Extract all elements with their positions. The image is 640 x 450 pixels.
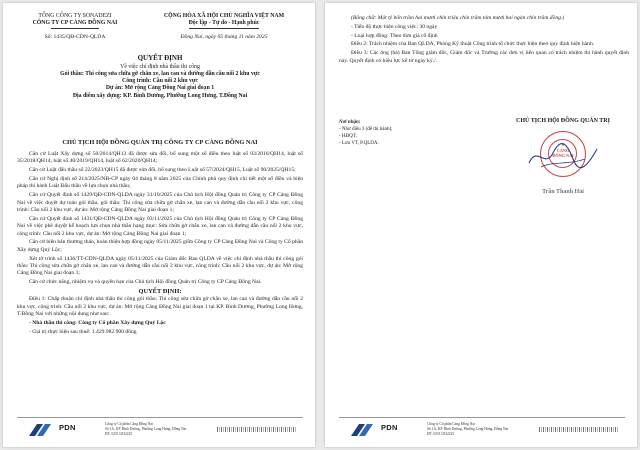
decision-body-continued bbox=[339, 15, 629, 66]
issue-date: Đồng Nai, ngày 05 tháng 11 năm 2025 bbox=[180, 33, 268, 40]
legal-basis-paragraph: Căn cứ chức năng, nhiệm vụ và quyền hạn của Chủ tịch Hội đồng Quản trị Công ty CP Cảng Đồng Nai. bbox=[29, 279, 262, 286]
page-footer bbox=[339, 417, 625, 441]
decision-title-block bbox=[15, 54, 305, 100]
issuer-header bbox=[15, 13, 135, 41]
recipients-block bbox=[339, 119, 469, 147]
schedule-line: - Tiến độ thực hiện công việc: 30 ngày bbox=[351, 23, 438, 30]
contract-type-line: - Loại hợp đồng: Theo đơn giá cố định bbox=[351, 32, 438, 39]
signer-title: CHỦ TỊCH HỘI ĐỒNG QUẢN TRỊ bbox=[516, 118, 610, 124]
stamp-area bbox=[493, 131, 633, 185]
work-name: Công trình: Cầu nối 2 khu vực bbox=[122, 78, 198, 85]
decision-subject: Về việc chỉ định nhà thầu thi công bbox=[120, 64, 200, 70]
country-name: CỘNG HÒA XÃ HỘI CHỦ NGHĨA VIỆT NAM bbox=[163, 13, 285, 19]
recipient-item: - Như điều 3 (để thi hành); bbox=[339, 127, 393, 132]
decision-heading: QUYẾT ĐỊNH bbox=[137, 54, 183, 62]
project-name: Dự án: Mở rộng Cảng Đồng Nai giai đoạn 1 bbox=[105, 85, 215, 92]
footer-phone: ĐT: 02513.832225 bbox=[105, 432, 133, 436]
national-header bbox=[141, 13, 307, 41]
legal-basis-paragraph: Căn cứ Luật đấu thầu số 22/2023/QH15 đã được sửa đổi, bổ sung theo Luật số 57/2024/QH15, Luật số 90/2025/QH15; bbox=[29, 167, 296, 174]
document-page-1 bbox=[3, 3, 315, 447]
authority-heading: CHỦ TỊCH HỘI ĐỒNG QUẢN TRỊ CÔNG TY CP CẢNG ĐỒNG NAI bbox=[62, 139, 258, 146]
footer-info bbox=[105, 422, 186, 437]
handwritten-signature bbox=[523, 139, 603, 173]
footer-pattern bbox=[539, 427, 619, 432]
footer-company: Công ty Cổ phần Cảng Đồng Nai bbox=[105, 422, 153, 426]
legal-basis-paragraph: Căn cứ Nghị định số 214/2025/NĐ-CP ngày 04 tháng 8 năm 2025 của Chính phủ quy định chi tiết một số điều và biện pháp thi hành Luật Đấu thầu về lựa chọn nhà thầu; bbox=[17, 176, 303, 190]
signer-name: Trần Thanh Hải bbox=[542, 189, 584, 195]
article-2: Điều 2: Trách nhiệm của Ban QLDA, Phòng Kỹ thuật Công trình tổ chức thực hiện theo quy định hiện hành. bbox=[351, 41, 595, 48]
recipient-item: - HĐQT; bbox=[339, 134, 357, 139]
signature-block bbox=[493, 117, 633, 196]
pdn-logo-icon bbox=[29, 424, 57, 436]
article-3: Điều 3: Các ông (bà) Ban Tổng giám đốc, Giám đốc và Trưởng các đơn vị liên quan có trách nhiệm thi hành quyết định này. Quyết định có hiệu lực kể từ ngày ký./. bbox=[339, 50, 629, 64]
footer-phone: ĐT: 02513.832225 bbox=[427, 432, 455, 436]
recipients-heading: Nơi nhận: bbox=[339, 120, 361, 125]
seal-star-icon: ★ bbox=[560, 143, 566, 148]
brand-name: PDN bbox=[381, 423, 398, 432]
construction-location: Địa điểm xây dựng: KP. Bình Dương, Phường Long Hưng, T.Đồng Nai bbox=[72, 92, 248, 99]
legal-basis-paragraph: Căn cứ Quyết định số 1429/QĐ-CDN-QLDA ngày 31/10/2025 của Chủ tịch Hội đồng Quản trị Công ty CP Cảng Đồng Nai về việc duyệt dự toán gói thầu, gói thầu: Thi công sửa chữa gờ chắn xe, lan can và đường dẫn cầu nối 2 khu vực, công trình: Cầu nối 2 khu vực, dự án: Mở rộng Cảng Đồng Nai giai đoạn 1; bbox=[17, 192, 303, 214]
footer-address: Số 1A, KP. Bình Dương, Phường Long Hưng, Đồng Nai bbox=[427, 427, 509, 431]
package-name: Gói thầu: Thi công sửa chữa gờ chắn xe, lan can và đường dẫn cầu nối 2 khu vực bbox=[60, 71, 260, 77]
legal-basis-paragraph: Căn cứ Quyết định số 1431/QĐ-CDN-QLDA ngày 03/11/2025 của Chủ tịch Hội đồng Quản trị Công ty CP Cảng Đồng Nai về việc phê duyệt kế hoạch lựa chọn nhà thầu hạng mục: Sửa chữa gờ chắn xe, lan can và đường dẫn cầu nối 2 khu vực, công trình: Cầu nối 2 khu vực, dự án: Mở rộng Cảng Đồng Nai giai đoạn 1; bbox=[17, 215, 303, 237]
decision-body bbox=[17, 151, 303, 338]
footer-company: Công ty Cổ phần Cảng Đồng Nai bbox=[427, 422, 475, 426]
page-footer bbox=[17, 417, 303, 441]
decision-subheading: QUYẾT ĐỊNH: bbox=[138, 288, 182, 296]
motto-rule bbox=[189, 28, 259, 29]
recipient-item: - Lưu VT, P.QLDA. bbox=[339, 141, 379, 146]
seal-text: CẢNG ĐỒNG NAI bbox=[552, 148, 574, 158]
contract-value-line: - Giá trị thực hiện sau thuế: 1.429.982.900 đồng bbox=[29, 328, 137, 335]
contractor-line: - Nhà thầu thi công: Công ty Cổ phần Xây dựng Quý Lộc bbox=[29, 320, 166, 327]
issuer-org: CÔNG TY CP CẢNG ĐỒNG NAI bbox=[32, 20, 118, 26]
article-1: Điều 1: Chấp thuận chỉ định nhà thầu thi công gói thầu: Thi công sửa chữa gờ chắn xe, lan can và đường dẫn cầu nối 2 khu vực, công trình: Cầu nối 2 khu vực, dự án: Mở rộng Cảng Đồng Nai giai đoạn 1 tại KP. Bình Dương, Phường Long Hưng, T.Đồng Nai với những nội dung như sau: bbox=[17, 296, 303, 318]
footer-info bbox=[427, 422, 508, 437]
parent-org: TỔNG CÔNG TY SONADEZI bbox=[38, 13, 112, 19]
document-number: Số: 1435/QĐ-CDN-QLDA bbox=[44, 33, 106, 40]
legal-basis-paragraph: Căn cứ biên bản thương thảo, hoàn thiện hợp đồng ngày 05/11/2025 giữa Công ty CP Cảng Đồng Nai và Công ty Cổ phần Xây dựng Quý Lộc; bbox=[17, 239, 303, 253]
motto: Độc lập - Tự do - Hạnh phúc bbox=[188, 20, 260, 26]
amount-in-words: (Bằng chữ: Một tỷ bốn trăm hai mươi chín triệu chín trăm tám mươi hai ngàn chín trăm đồng.) bbox=[351, 15, 565, 21]
brand-name: PDN bbox=[59, 423, 76, 432]
footer-pattern bbox=[217, 427, 297, 432]
document-page-2 bbox=[325, 3, 637, 447]
pdn-logo-icon bbox=[351, 424, 379, 436]
legal-basis-paragraph: Căn cứ Luật Xây dựng số 50/2014/QH13 đã được sửa đổi, bổ sung một số điều theo luật số 03/2016/QH14, luật số 35/2018/QH14, luật số 40/2019/QH14, luật số 62/2020/QH14; bbox=[17, 151, 303, 165]
header-rule bbox=[51, 28, 99, 29]
legal-basis-paragraph: Xét tờ trình số 1436/TT-CDN-QLDA ngày 05/11/2025 của Giám đốc Ban QLDA về việc chỉ định nhà thầu thi công gói thầu: Thi công sửa chữa gờ chắn xe, lan can và đường dẫn cầu nối 2 khu vực, công trình: Cầu nối 2 khu vực, dự án: Mở rộng Cảng Đồng Nai giai đoạn 1; bbox=[17, 255, 303, 277]
footer-address: Số 1A, KP. Bình Dương, Phường Long Hưng, Đồng Nai bbox=[105, 427, 187, 431]
